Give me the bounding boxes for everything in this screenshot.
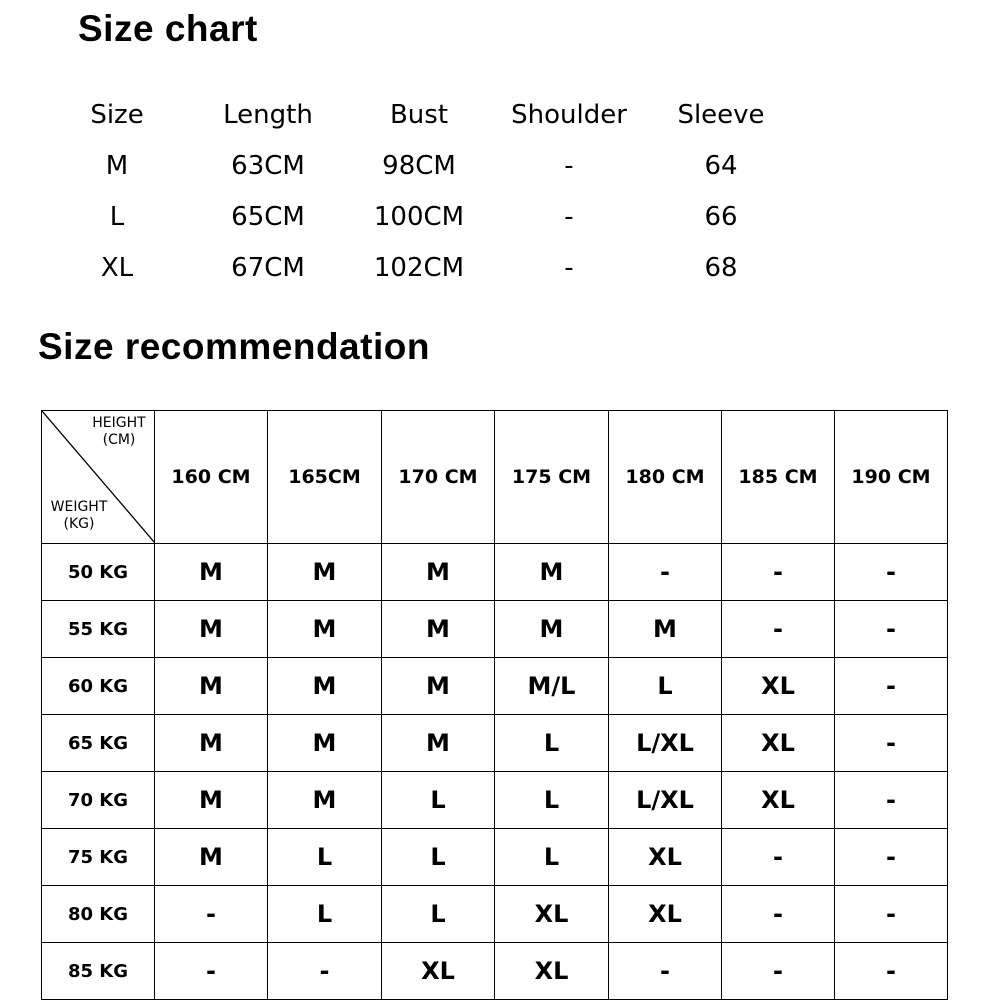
size-cell: M/L bbox=[495, 658, 609, 715]
size-cell: L bbox=[495, 772, 609, 829]
weight-axis-label bbox=[45, 499, 113, 533]
size-cell: M bbox=[155, 544, 268, 601]
size-cell: - bbox=[722, 886, 835, 943]
size-chart-cell: L bbox=[109, 202, 125, 232]
size-cell: M bbox=[155, 601, 268, 658]
size-cell: - bbox=[722, 601, 835, 658]
size-cell: - bbox=[835, 658, 948, 715]
weight-row bbox=[42, 829, 948, 886]
size-chart-cell: - bbox=[564, 151, 574, 181]
size-cell: M bbox=[382, 544, 495, 601]
size-cell: - bbox=[835, 544, 948, 601]
size-chart-cell: - bbox=[564, 202, 574, 232]
size-chart-title: Size chart bbox=[78, 8, 258, 49]
size-cell: M bbox=[268, 601, 382, 658]
size-cell: XL bbox=[722, 772, 835, 829]
weight-row bbox=[42, 715, 948, 772]
size-chart-cell: 98CM bbox=[382, 151, 456, 181]
size-chart-row bbox=[0, 146, 800, 197]
size-cell: XL bbox=[609, 886, 722, 943]
size-cell: M bbox=[155, 715, 268, 772]
size-chart-table bbox=[0, 95, 800, 299]
size-cell: L bbox=[382, 886, 495, 943]
size-chart-row bbox=[0, 248, 800, 299]
corner-cell bbox=[42, 411, 155, 544]
size-chart-cell: 63CM bbox=[231, 151, 305, 181]
size-chart-cell: M bbox=[105, 151, 129, 181]
size-cell: M bbox=[268, 658, 382, 715]
weight-row bbox=[42, 943, 948, 1000]
size-cell: - bbox=[722, 829, 835, 886]
size-cell: M bbox=[495, 601, 609, 658]
size-chart-row bbox=[0, 197, 800, 248]
weight-cell: 55 KG bbox=[42, 601, 155, 658]
height-header-row bbox=[42, 411, 948, 544]
size-cell: - bbox=[835, 829, 948, 886]
size-cell: M bbox=[382, 601, 495, 658]
height-header: 190 CM bbox=[835, 411, 948, 544]
size-cell: - bbox=[835, 601, 948, 658]
size-chart-cell: 68 bbox=[704, 253, 738, 283]
size-chart-cell: 65CM bbox=[231, 202, 305, 232]
weight-cell: 65 KG bbox=[42, 715, 155, 772]
height-header: 180 CM bbox=[609, 411, 722, 544]
size-cell: XL bbox=[495, 886, 609, 943]
weight-unit: (KG) bbox=[63, 516, 95, 532]
size-cell: M bbox=[268, 715, 382, 772]
size-cell: XL bbox=[609, 829, 722, 886]
size-cell: M bbox=[268, 772, 382, 829]
size-chart-header: Length bbox=[223, 100, 313, 130]
size-cell: - bbox=[155, 943, 268, 1000]
size-cell: L bbox=[382, 829, 495, 886]
weight-row bbox=[42, 772, 948, 829]
size-cell: L bbox=[268, 886, 382, 943]
size-cell: M bbox=[268, 544, 382, 601]
size-chart-cell: 67CM bbox=[231, 253, 305, 283]
weight-cell: 80 KG bbox=[42, 886, 155, 943]
size-cell: - bbox=[155, 886, 268, 943]
size-chart-cell: 102CM bbox=[373, 253, 465, 283]
weight-cell: 60 KG bbox=[42, 658, 155, 715]
height-header: 170 CM bbox=[382, 411, 495, 544]
size-cell: M bbox=[155, 658, 268, 715]
size-cell: L bbox=[382, 772, 495, 829]
weight-label: WEIGHT bbox=[50, 499, 108, 515]
height-header: 165CM bbox=[268, 411, 382, 544]
weight-row bbox=[42, 658, 948, 715]
size-chart-header: Bust bbox=[389, 100, 449, 130]
size-cell: L bbox=[495, 715, 609, 772]
recommendation-body bbox=[42, 544, 948, 1000]
height-label: HEIGHT bbox=[92, 415, 146, 431]
size-cell: XL bbox=[495, 943, 609, 1000]
size-chart-cell: 100CM bbox=[373, 202, 465, 232]
height-header: 185 CM bbox=[722, 411, 835, 544]
size-cell: - bbox=[835, 886, 948, 943]
size-cell: L/XL bbox=[609, 772, 722, 829]
weight-row bbox=[42, 601, 948, 658]
size-cell: M bbox=[495, 544, 609, 601]
size-chart-cell: XL bbox=[100, 253, 134, 283]
height-header: 175 CM bbox=[495, 411, 609, 544]
size-cell: L bbox=[268, 829, 382, 886]
size-cell: L bbox=[495, 829, 609, 886]
weight-row bbox=[42, 886, 948, 943]
size-cell: M bbox=[155, 772, 268, 829]
size-chart-cell: 64 bbox=[704, 151, 738, 181]
size-chart-header-row bbox=[0, 95, 800, 146]
size-cell: - bbox=[609, 943, 722, 1000]
size-cell: XL bbox=[382, 943, 495, 1000]
height-header: 160 CM bbox=[155, 411, 268, 544]
size-recommendation-table bbox=[41, 410, 948, 1000]
size-cell: L bbox=[609, 658, 722, 715]
size-chart-cell: 66 bbox=[704, 202, 738, 232]
size-cell: - bbox=[609, 544, 722, 601]
size-cell: M bbox=[155, 829, 268, 886]
size-cell: M bbox=[609, 601, 722, 658]
size-cell: - bbox=[722, 544, 835, 601]
height-unit: (CM) bbox=[102, 432, 136, 448]
size-chart-header: Sleeve bbox=[677, 100, 765, 130]
size-recommendation-title: Size recommendation bbox=[38, 326, 430, 367]
weight-row bbox=[42, 544, 948, 601]
size-cell: - bbox=[835, 943, 948, 1000]
size-chart-cell: - bbox=[564, 253, 574, 283]
size-cell: XL bbox=[722, 715, 835, 772]
weight-cell: 75 KG bbox=[42, 829, 155, 886]
size-cell: M bbox=[382, 715, 495, 772]
size-chart-header: Shoulder bbox=[511, 100, 627, 130]
height-axis-label bbox=[88, 415, 150, 449]
size-cell: M bbox=[382, 658, 495, 715]
size-cell: - bbox=[835, 772, 948, 829]
weight-cell: 85 KG bbox=[42, 943, 155, 1000]
weight-cell: 70 KG bbox=[42, 772, 155, 829]
size-cell: L/XL bbox=[609, 715, 722, 772]
size-chart-header: Size bbox=[90, 100, 144, 130]
weight-cell: 50 KG bbox=[42, 544, 155, 601]
size-cell: - bbox=[722, 943, 835, 1000]
size-cell: - bbox=[835, 715, 948, 772]
size-cell: XL bbox=[722, 658, 835, 715]
size-cell: - bbox=[268, 943, 382, 1000]
